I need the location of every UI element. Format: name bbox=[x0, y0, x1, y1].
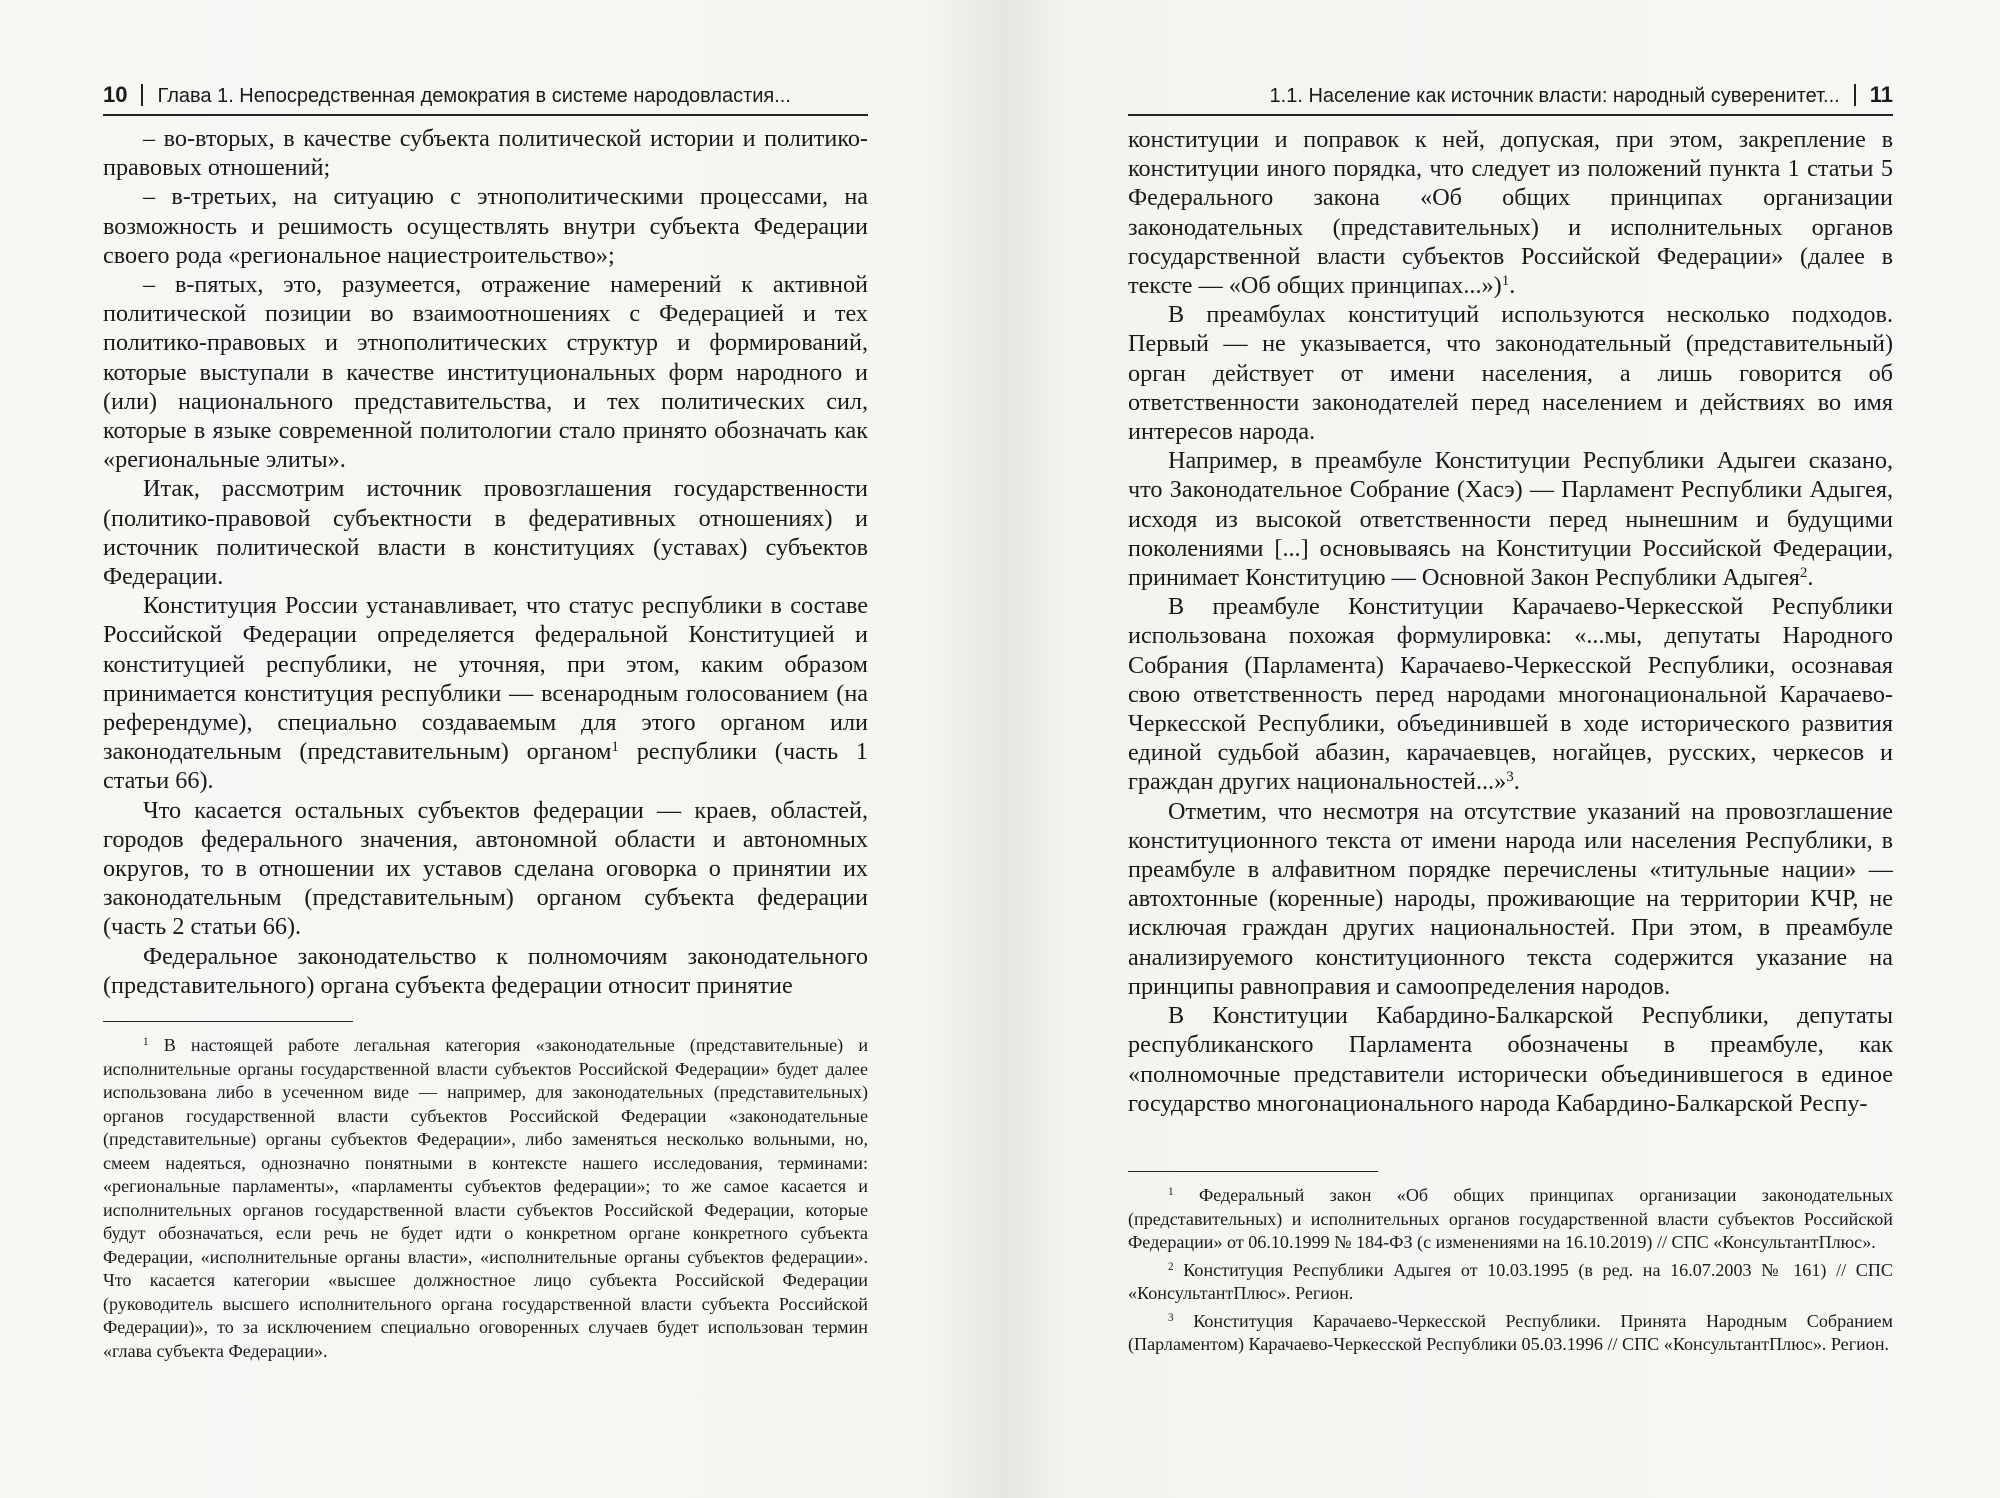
footnote bbox=[1128, 1259, 1893, 1306]
paragraph: Федеральное законодательство к полномочиям законодательного (представительного) органа субъекта федерации относит принятие bbox=[103, 942, 868, 999]
right-body-text bbox=[1128, 125, 1893, 1118]
footnote bbox=[1128, 1310, 1893, 1357]
footnote-ref: 3 bbox=[1506, 769, 1514, 786]
left-running-header bbox=[103, 80, 868, 116]
footnote-number: 1 bbox=[1168, 1185, 1174, 1198]
paragraph: – в-третьих, на ситуацию с этнополитическими процессами, на возможность и решимость осуществлять внутри субъекта Федерации своего рода «региональное нациестроительство»; bbox=[103, 183, 868, 269]
footnote-number: 2 bbox=[1168, 1260, 1174, 1273]
right-running-title: 1.1. Население как источник власти: народный суверенитет... bbox=[1269, 85, 1840, 107]
paragraph-text: Например, в преамбуле Конституции Республики Адыгеи сказано, что Законодательное Собрание (Хасэ) — Парламент Республики Адыгея, исходя из высокой ответственности перед нынешним и будущими поколениями [...] основываясь на Конституции Российской Федерации, принимает Конституцию — Основной Закон Республики Адыгея bbox=[1128, 447, 1893, 592]
paragraph bbox=[1128, 125, 1893, 300]
footnote-text: Федеральный закон «Об общих принципах организации законодательных (представительных) и исполнительных органов государственной власти субъектов Российской Федерации» от 06.10.1999 № 184-ФЗ (с изменениями на 16.10.2019) // СПС «КонсультантПлюс». bbox=[1128, 1185, 1893, 1252]
paragraph: В преамбулах конституций используются несколько подходов. Первый — не указывается, что законодательный (представительный) орган действует от имени населения, а лишь говорится об ответственности законодателей перед населением и действиях во имя интересов народа. bbox=[1128, 301, 1893, 446]
left-body-text bbox=[103, 124, 868, 1000]
footnote-rule bbox=[103, 1021, 353, 1022]
footnote-text: Конституция Республики Адыгея от 10.03.1995 (в ред. на 16.07.2003 № 161) // СПС «КонсультантПлюс». Регион. bbox=[1128, 1259, 1893, 1303]
footnote-ref: 2 bbox=[1799, 564, 1808, 581]
header-separator bbox=[1854, 84, 1856, 106]
paragraph: Отметим, что несмотря на отсутствие указаний на провозглашение конституционного текста от имени народа или населения Республики, в преамбуле в алфавитном порядке перечислены «титульные нации» — автохтонные (коренные) народы, проживающие на территории КЧР, не исключая граждан других национальностей. При этом, в преамбуле анализируемого конституционного текста содержится указание на принципы равноправия и самоопределения народов. bbox=[1128, 797, 1893, 1000]
footnote-ref: 1 bbox=[1501, 272, 1510, 289]
paragraph: Что касается остальных субъектов федерации — краев, областей, городов федерального значения, автономной области и автономных округов, то в отношении их уставов сделана оговорка о принятии их законодательным (представительным) органом субъекта федерации (часть 2 статьи 66). bbox=[103, 796, 868, 941]
footnote-ref: 1 bbox=[611, 739, 619, 756]
paragraph: – во-вторых, в качестве субъекта политической истории и политико-правовых отношений; bbox=[103, 125, 868, 182]
left-footnotes bbox=[103, 1034, 868, 1367]
paragraph-text: В преамбуле Конституции Карачаево-Черкесской Республики использована похожая формулировка: «...мы, депутаты Народного Собрания (Парламента) Карачаево-Черкесской Республики, осознавая свою ответственность перед народами многонациональной Карачаево-Черкесской Республики, объединившей в ходе исторического развития единой судьбой абазин, карачаевцев, ногайцев, русских, черкесов и граждан других национальностей...» bbox=[1128, 593, 1893, 796]
paragraph-text: конституции и поправок к ней, допуская, при этом, закрепление в конституции иного порядка, что следует из положений пункта 1 статьи 5 Федерального закона «Об общих принципах организации законодательных (представительных) и исполнительных органов государственной власти субъектов Российской Федерации» (далее в тексте — «Об общих принципах...») bbox=[1128, 126, 1893, 300]
footnote-text: Конституция Карачаево-Черкесской Республики. Принята Народным Собранием (Парламентом) Карачаево-Черкесской Республики 05.03.1996 // СПС «КонсультантПлюс». Регион. bbox=[1128, 1310, 1893, 1354]
paragraph-text: . bbox=[1807, 564, 1814, 592]
right-page bbox=[1000, 0, 2000, 1498]
footnote-number: 3 bbox=[1168, 1311, 1174, 1324]
right-page-number: 11 bbox=[1869, 82, 1893, 107]
paragraph: В Конституции Кабардино-Балкарской Республики, депутаты республиканского Парламента обозначены в преамбуле, как «полномочные представители исторически объединившегося в единое государство многонационального народа Кабардино-Балкарской Респу- bbox=[1128, 1002, 1893, 1117]
paragraph bbox=[1128, 592, 1893, 796]
footnote-text: В настоящей работе легальная категория «законодательные (представительные) и исполнительные органы государственной власти субъектов Российской Федерации» будет далее использована либо в усеченном виде — например, для законодательных (представительных) органов государственной власти субъектов Российской Федерации «законодательные (представительные) органы субъектов Федерации», либо заменяться несколько вольными, но, смеем надеяться, однозначно понятными в контексте нашего исследования, терминами: «региональные парламенты», «парламенты субъектов федерации»; то же самое касается и исполнительных органов государственной власти субъектов Российской Федерации, которые будут обозначаться, если речь не будет идти о конкретном органе конкретного субъекта Федерации, «исполнительные органы власти», «исполнительные органы субъектов федерации». Что касается категории «высшее должностное лицо субъекта Российской Федерации (руководитель высшего исполнительного органа государственной власти субъекта Российской Федерации)», то за исключением специально оговоренных случаев будет использован термин «глава субъекта Федерации». bbox=[103, 1035, 868, 1361]
header-separator bbox=[141, 84, 143, 106]
footnote bbox=[1128, 1184, 1893, 1255]
paragraph bbox=[1128, 446, 1893, 592]
right-footnotes bbox=[1128, 1184, 1893, 1361]
right-running-header bbox=[1128, 80, 1893, 116]
left-running-title: Глава 1. Непосредственная демократия в системе народовластия... bbox=[157, 85, 791, 107]
paragraph-text: . bbox=[1509, 272, 1516, 300]
paragraph bbox=[103, 591, 868, 795]
paragraph-text: республики (часть 1 статьи 66). bbox=[103, 738, 868, 795]
footnote-number: 1 bbox=[143, 1035, 149, 1048]
paragraph-text: . bbox=[1513, 768, 1520, 796]
paragraph: Итак, рассмотрим источник провозглашения государственности (политико-правовой субъектности в федеративных отношениях) и источник политической власти в конституциях (уставах) субъектов Федерации. bbox=[103, 475, 868, 591]
paragraph-text: Конституция России устанавливает, что статус республики в составе Российской Федерации определяется федеральной Конституцией и конституцией республики, не уточняя, при этом, каким образом принимается конституция республики — всенародным голосованием (на референдуме), специально создаваемым для этого органом или законодательным (представительным) органом bbox=[103, 592, 868, 766]
left-page-number: 10 bbox=[103, 82, 128, 107]
footnote-rule bbox=[1128, 1171, 1378, 1172]
paragraph: – в-пятых, это, разумеется, отражение намерений к активной политической позиции во взаимоотношениях с Федерацией и тех политико-правовых и этнополитических структур и формирований, которые выступали в качестве институциональных форм народного и (или) национального представительства, и тех политических сил, которые в языке современной политологии стало принято обозначать как «региональные элиты». bbox=[103, 271, 868, 474]
footnote bbox=[103, 1034, 868, 1363]
